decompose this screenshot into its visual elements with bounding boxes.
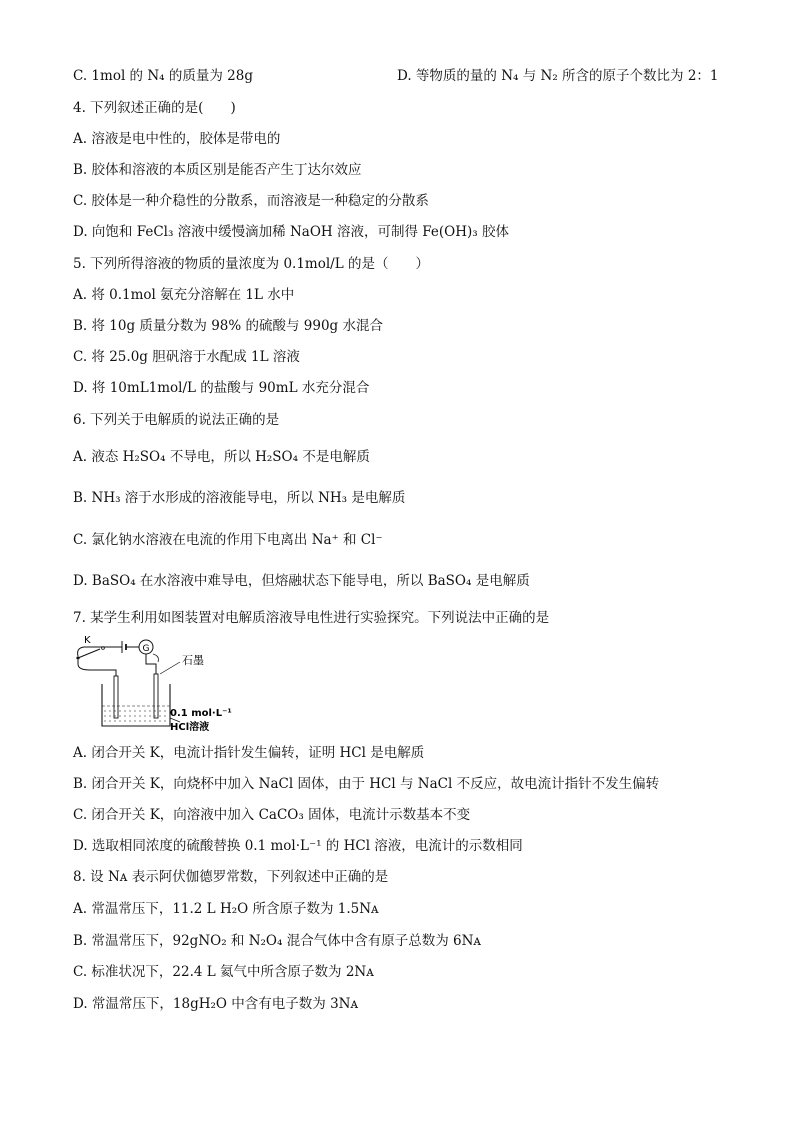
graphite-electrode-right — [154, 674, 158, 718]
conductivity-apparatus-figure — [70, 634, 250, 734]
q7-option-d: D. 选取相同浓度的硫酸替换 0.1 mol·L⁻¹ 的 HCl 溶液，电流计的示数相同 — [73, 838, 523, 854]
q8-option-b: B. 常温常压下，92gNO₂ 和 N₂O₄ 混合气体中含有原子总数为 6Nᴀ — [73, 933, 482, 949]
q8-option-d: D. 常温常压下，18gH₂O 中含有电子数为 3Nᴀ — [73, 996, 359, 1012]
q8-option-a: A. 常温常压下，11.2 L H₂O 所含原子数为 1.5Nᴀ — [73, 901, 379, 917]
q6-option-b: B. NH₃ 溶于水形成的溶液能导电，所以 NH₃ 是电解质 — [73, 490, 406, 506]
galvanometer-label: G — [142, 644, 150, 654]
q6-option-d: D. BaSO₄ 在水溶液中难导电，但熔融状态下能导电，所以 BaSO₄ 是电解质 — [73, 573, 530, 589]
wire-left-to-electrode — [78, 664, 116, 676]
q3-option-d: D. 等物质的量的 N₄ 与 N₂ 所含的原子个数比为 2：1 — [397, 68, 719, 84]
q6-stem: 6. 下列关于电解质的说法正确的是 — [73, 412, 280, 428]
solution-label: HCl溶液 — [170, 722, 210, 733]
graphite-electrode-left — [114, 676, 118, 718]
q5-stem: 5. 下列所得溶液的物质的量浓度为 0.1mol/L 的是（ ） — [73, 256, 429, 272]
q4-option-b: B. 胶体和溶液的本质区别是能否产生丁达尔效应 — [73, 162, 362, 178]
q7-option-c: C. 闭合开关 K，向溶液中加入 CaCO₃ 固体，电流计示数基本不变 — [73, 807, 471, 823]
switch-label: K — [84, 635, 91, 646]
q7-option-b: B. 闭合开关 K，向烧杯中加入 NaCl 固体，由于 HCl 与 NaCl 不反应，故电流计指针不发生偏转 — [73, 776, 660, 792]
q5-option-a: A. 将 0.1mol 氨充分溶解在 1L 水中 — [73, 287, 295, 303]
q4-option-c: C. 胶体是一种介稳性的分散系，而溶液是一种稳定的分散系 — [73, 193, 429, 209]
wire-left — [78, 647, 104, 656]
q8-stem: 8. 设 Nᴀ 表示阿伏伽德罗常数，下列叙述中正确的是 — [73, 869, 389, 885]
q5-option-c: C. 将 25.0g 胆矾溶于水配成 1L 溶液 — [73, 349, 300, 365]
q4-stem: 4. 下列叙述正确的是( ) — [73, 100, 236, 116]
electrode-leader — [160, 662, 180, 674]
q4-option-d: D. 向饱和 FeCl₃ 溶液中缓慢滴加稀 NaOH 溶液，可制得 Fe(OH)₃ 胶体 — [73, 224, 509, 240]
q4-option-a: A. 溶液是电中性的，胶体是带电的 — [73, 131, 281, 147]
switch-arm — [78, 649, 100, 658]
q6-option-a: A. 液态 H₂SO₄ 不导电，所以 H₂SO₄ 不是电解质 — [73, 449, 370, 465]
q7-stem: 7. 某学生利用如图装置对电解质溶液导电性进行实验探究。下列说法中正确的是 — [73, 610, 550, 626]
wire-right — [146, 654, 156, 674]
electrode-label: 石墨 — [182, 654, 204, 667]
q6-option-c: C. 氯化钠水溶液在电流的作用下电离出 Na⁺ 和 Cl⁻ — [73, 532, 383, 548]
concentration-label: 0.1 mol·L⁻¹ — [170, 708, 232, 719]
q8-option-c: C. 标准状况下，22.4 L 氦气中所含原子数为 2Nᴀ — [73, 964, 374, 980]
q5-option-b: B. 将 10g 质量分数为 98% 的硫酸与 990g 水混合 — [73, 318, 383, 334]
q5-option-d: D. 将 10mL1mol/L 的盐酸与 90mL 水充分混合 — [73, 380, 370, 396]
beaker — [102, 684, 170, 726]
wire-coil — [153, 654, 158, 662]
q7-option-a: A. 闭合开关 K，电流计指针发生偏转，证明 HCl 是电解质 — [73, 745, 425, 761]
q3-option-c: C. 1mol 的 N₄ 的质量为 28g — [73, 68, 253, 84]
